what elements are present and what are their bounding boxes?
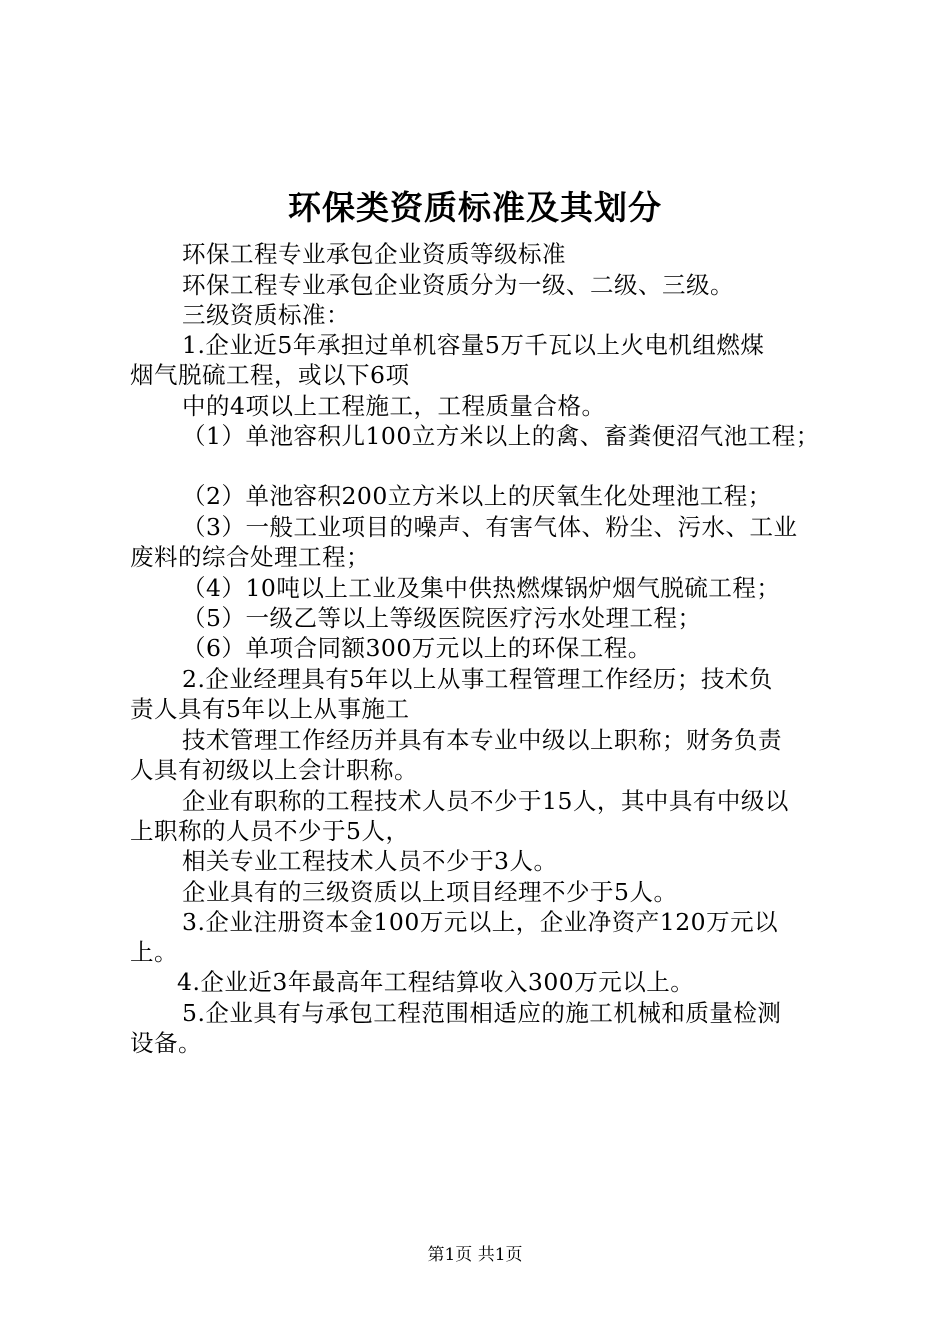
text-line: 责人具有5年以上从事施工 (130, 695, 410, 723)
text-line: 企业具有的三级资质以上项目经理不少于5人。 (182, 878, 678, 906)
text-line: 相关专业工程技术人员不少于3人。 (182, 847, 558, 875)
text-line: 废料的综合处理工程； (130, 543, 370, 571)
text-line: 环保工程专业承包企业资质等级标准 (182, 240, 566, 268)
text-line: 上。 (130, 938, 178, 966)
text-line: 2.企业经理具有5年以上从事工程管理工作经历；技术负 (182, 665, 773, 693)
text-line: 企业有职称的工程技术人员不少于15人，其中具有中级以 (182, 787, 789, 815)
text-line: 环保工程专业承包企业资质分为一级、二级、三级。 (182, 271, 734, 299)
document-title: 环保类资质标准及其划分 (288, 188, 662, 227)
text-line: （5）一级乙等以上等级医院医疗污水处理工程； (182, 604, 702, 632)
text-line: 设备。 (130, 1029, 202, 1057)
text-line: 3.企业注册资本金100万元以上，企业净资产120万元以 (182, 908, 779, 936)
text-line: （1）单池容积儿100立方米以上的禽、畜粪便沼气池工程； (182, 422, 820, 450)
text-line: 中的4项以上工程施工，工程质量合格。 (182, 392, 606, 420)
text-line: （2）单池容积200立方米以上的厌氧生化处理池工程； (182, 482, 772, 510)
page-footer: 第1页 共1页 (427, 1245, 523, 1265)
text-line: 人具有初级以上会计职称。 (130, 756, 418, 784)
text-line: 技术管理工作经历并具有本专业中级以上职称；财务负责 (182, 726, 782, 754)
text-line: 三级资质标准： (182, 301, 350, 329)
text-line: （4）10吨以上工业及集中供热燃煤锅炉烟气脱硫工程； (182, 574, 781, 602)
text-line: 5.企业具有与承包工程范围相适应的施工机械和质量检测 (182, 999, 782, 1027)
text-line: 4.企业近3年最高年工程结算收入300万元以上。 (177, 968, 695, 996)
text-line: （3）一般工业项目的噪声、有害气体、粉尘、污水、工业 (182, 513, 798, 541)
text-line: 烟气脱硫工程，或以下6项 (130, 361, 410, 389)
text-line: 上职称的人员不少于5人， (130, 817, 410, 845)
text-line: 1.企业近5年承担过单机容量5万千瓦以上火电机组燃煤 (182, 331, 765, 359)
text-line: （6）单项合同额300万元以上的环保工程。 (182, 634, 652, 662)
